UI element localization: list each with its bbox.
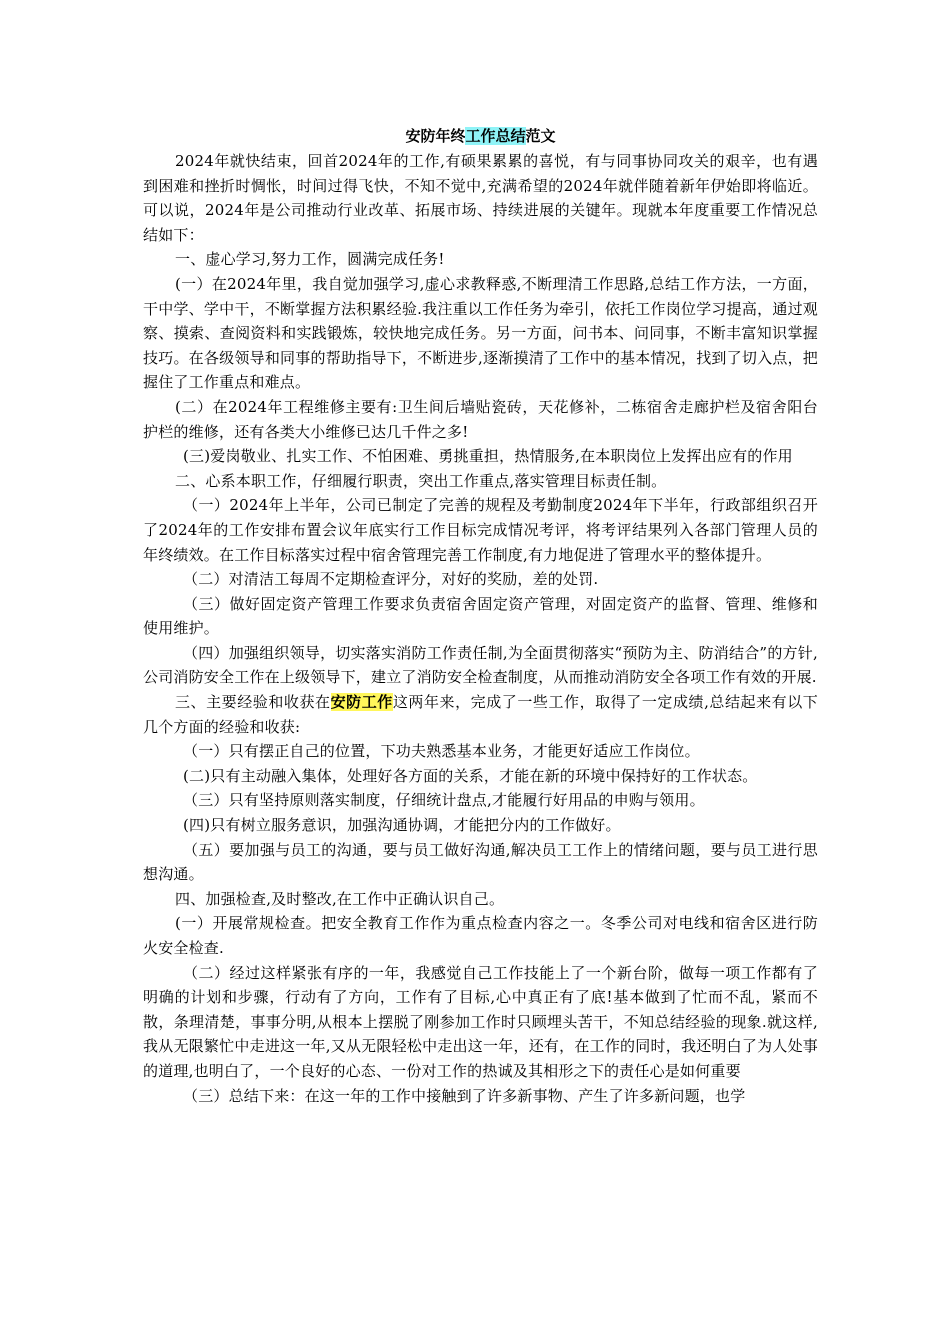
title-highlight: 工作总结 [465, 127, 526, 145]
paragraph: （二）经过这样紧张有序的一年，我感觉自己工作技能上了一个新台阶，做每一项工作都有了明确的计划和步骤，行动有了方向，工作有了目标,心中真正有了底!基本做到了忙而不乱，紧而不散，条理清楚，事事分明,从根本上摆脱了刚参加工作时只顾埋头苦干，不知总结经验的现象.就这样,我从无限繁忙中走进这一年,又从无限轻松中走出这一年，还有，在工作的同时，我还明白了为人处事的道理,也明白了，一个良好的心态、一份对工作的热诚及其相形之下的责任心是如何重要 [143, 963, 818, 1080]
heading-pre: 三、主要经验和收获在 [175, 693, 331, 712]
paragraph: (一）在2024年里，我自觉加强学习,虚心求教释惑,不断理清工作思路,总结工作方法，一方面，干中学、学中干，不断掌握方法积累经验.我注重以工作任务为牵引，依托工作岗位学习提高，通过观察、摸索、查阅资料和实践锻炼，较快地完成任务。另一方面，问书本、问同事，不断丰富知识掌握技巧。在各级领导和同事的帮助指导下，不断进步,逐渐摸清了工作中的基本情况，找到了切入点，把握住了工作重点和难点。 [143, 274, 818, 392]
paragraph: （五）要加强与员工的沟通，要与员工做好沟通,解决员工工作上的情绪问题，要与员工进行思想沟通。 [143, 840, 818, 884]
paragraph: （一）只有摆正自己的位置，下功夫熟悉基本业务，才能更好适应工作岗位。 [183, 742, 700, 761]
paragraph: (二)只有主动融入集体，处理好各方面的关系，才能在新的环境中保持好的工作状态。 [183, 766, 758, 785]
paragraph: (二）在2024年工程维修主要有:卫生间后墙贴瓷砖，天花修补，二栋宿舍走廊护栏及宿舍阳台护栏的维修，还有各类大小维修已达几千件之多! [143, 397, 818, 441]
paragraph: （三）总结下来：在这一年的工作中接触到了许多新事物、产生了许多新问题，也学 [183, 1086, 746, 1105]
paragraph: （二）对清洁工每周不定期检查评分，对好的奖励，差的处罚. [183, 570, 599, 589]
paragraph: (一）开展常规检查。把安全教育工作作为重点检查内容之一。冬季公司对电线和宿舍区进行防火安全检查. [143, 914, 818, 957]
keyword-highlight: 安防工作 [330, 693, 393, 712]
section-heading: 二、心系本职工作，仔细履行职责，突出工作重点,落实管理目标责任制。 [175, 471, 667, 490]
paragraph: (三)爱岗敬业、扎实工作、不怕困难、勇挑重担，热情服务,在本职岗位上发挥出应有的作用 [183, 447, 793, 466]
heading-post: 这两年来，完成了一些工作，取得了一定成绩,总结起来有以下几个方面的经验和收获: [143, 693, 818, 736]
section-heading [143, 690, 818, 739]
title-post: 范文 [525, 127, 556, 145]
section-heading: 一、虚心学习,努力工作，圆满完成任务! [175, 250, 445, 269]
paragraph: （四）加强组织领导，切实落实消防工作责任制,为全面贯彻落实“预防为主、防消结合”的方针,公司消防安全工作在上级领导下，建立了消防安全检查制度，从而推动消防安全各项工作有效的开展. [143, 643, 818, 687]
paragraph: （三）只有坚持原则落实制度，仔细统计盘点,才能履行好用品的申购与领用。 [183, 791, 705, 810]
title-pre: 安防年终 [405, 127, 466, 145]
paragraph: 2024年就快结束，回首2024年的工作,有硕果累累的喜悦，有与同事协同攻关的艰辛，也有遇到困难和挫折时惆怅，时间过得飞快，不知不觉中,充满希望的2024年就伴随着新年伊始即将临近。可以说，2024年是公司推动行业改革、拓展市场、持续进展的关键年。现就本年度重要工作情况总结如下： [143, 152, 818, 244]
section-heading: 四、加强检查,及时整改,在工作中正确认识自己。 [175, 889, 505, 908]
paragraph: (四)只有树立服务意识，加强沟通协调，才能把分内的工作做好。 [183, 816, 621, 835]
document-page [143, 123, 818, 1108]
document-title [143, 123, 818, 149]
paragraph: （三）做好固定资产管理工作要求负责宿舍固定资产管理，对固定资产的监督、管理、维修和使用维护。 [143, 594, 818, 638]
paragraph: （一）2024年上半年，公司已制定了完善的规程及考勤制度2024年下半年，行政部组织召开了2024年的工作安排布置会议年底实行工作目标完成情况考评，将考评结果列入各部门管理人员的年终绩效。在工作目标落实过程中宿舍管理完善工作制度,有力地促进了管理水平的整体提升。 [143, 496, 818, 564]
